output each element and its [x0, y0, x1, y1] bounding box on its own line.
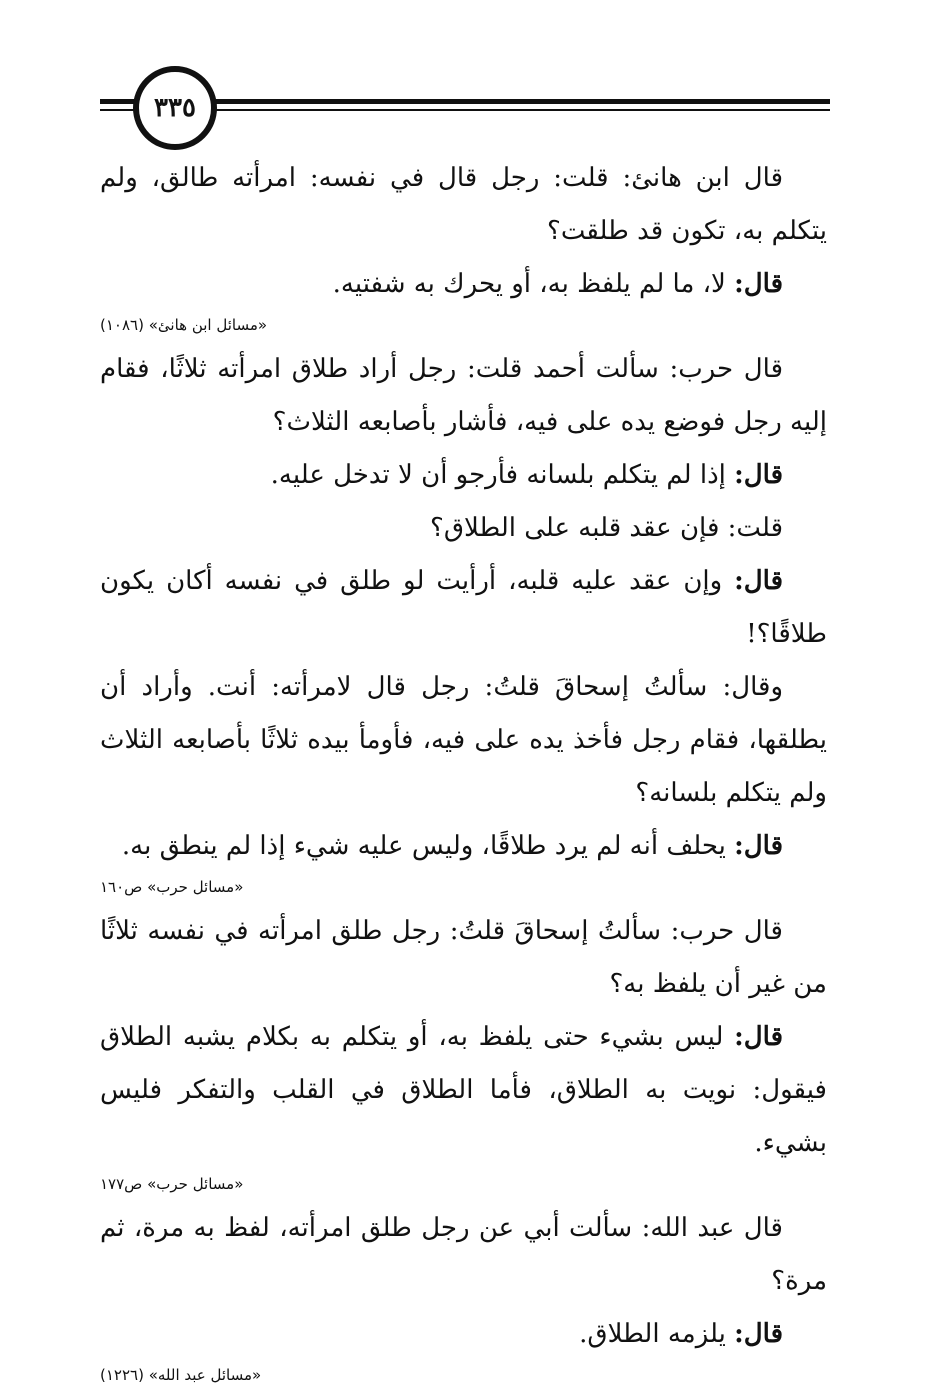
page-number: ٣٣٥ — [154, 93, 196, 123]
answer-label: قال: — [734, 1319, 783, 1349]
entry-2 — [100, 343, 827, 897]
citation: «مسائل عبد الله» (١٢٢٦) — [100, 1366, 262, 1384]
entry-4 — [100, 1202, 827, 1385]
paragraph-text: ليس بشيء حتى يلفظ به، أو يتكلم به بكلام يشبه الطلاق فيقول: نويت به الطلاق، فأما الطلاق في القلب والتفكر فليس بشيء. — [100, 1022, 827, 1158]
paragraph — [100, 1202, 827, 1308]
citation: «مسائل حرب» ص١٧٧ — [100, 1175, 244, 1193]
paragraph — [100, 820, 827, 873]
answer-label: قال: — [734, 566, 783, 596]
paragraph-text: وإن عقد عليه قلبه، أرأيت لو طلق في نفسه أكان يكون طلاقًا؟! — [100, 566, 827, 649]
paragraph — [100, 555, 827, 661]
paragraph-text: قلت: فإن عقد قلبه على الطلاق؟ — [430, 513, 783, 543]
paragraph — [100, 1011, 827, 1170]
paragraph — [100, 905, 827, 1011]
citation: «مسائل ابن هانئ» (١٠٨٦) — [100, 316, 268, 334]
answer-label: قال: — [734, 831, 783, 861]
page-number-badge — [133, 66, 217, 150]
paragraph-text: يحلف أنه لم يرد طلاقًا، وليس عليه شيء إذا لم ينطق به. — [121, 831, 735, 861]
page-header — [0, 0, 945, 150]
answer-label: قال: — [734, 460, 783, 490]
paragraph — [100, 502, 827, 555]
paragraph-text: قال عبد الله: سألت أبي عن رجل طلق امرأته، لفظ به مرة، ثم مرة؟ — [100, 1213, 827, 1296]
paragraph-text: إذا لم يتكلم بلسانه فأرجو أن لا تدخل عليه. — [270, 460, 735, 490]
paragraph-text: قال ابن هانئ: قلت: رجل قال في نفسه: امرأته طالق، ولم يتكلم به، تكون قد طلقت؟ — [100, 163, 827, 246]
entry-1 — [100, 152, 827, 335]
paragraph — [100, 258, 827, 311]
paragraph — [100, 152, 827, 258]
paragraph — [100, 1308, 827, 1361]
paragraph — [100, 343, 827, 449]
paragraph-text: وقال: سألتُ إسحاقَ قلتُ: رجل قال لامرأته: أنت. وأراد أن يطلقها، فقام رجل فأخذ يده على فيه، فأومأ بيده ثلاثًا بأصابعه الثلاث ولم يتكلم بلسانه؟ — [100, 672, 827, 808]
paragraph-text: قال حرب: سألت أحمد قلت: رجل أراد طلاق امرأته ثلاثًا، فقام إليه رجل فوضع يده على فيه، فأشار بأصابعه الثلاث؟ — [100, 354, 827, 437]
entry-3 — [100, 905, 827, 1194]
answer-label: قال: — [734, 269, 783, 299]
paragraph-text: قال حرب: سألتُ إسحاقَ قلتُ: رجل طلق امرأته في نفسه ثلاثًا من غير أن يلفظ به؟ — [100, 916, 827, 999]
answer-label: قال: — [734, 1022, 783, 1052]
paragraph-text: يلزمه الطلاق. — [579, 1319, 735, 1349]
paragraph-text: لا، ما لم يلفظ به، أو يحرك به شفتيه. — [332, 269, 735, 299]
paragraph — [100, 661, 827, 820]
paragraph — [100, 449, 827, 502]
page-body — [100, 152, 827, 1393]
citation: «مسائل حرب» ص١٦٠ — [100, 878, 244, 896]
